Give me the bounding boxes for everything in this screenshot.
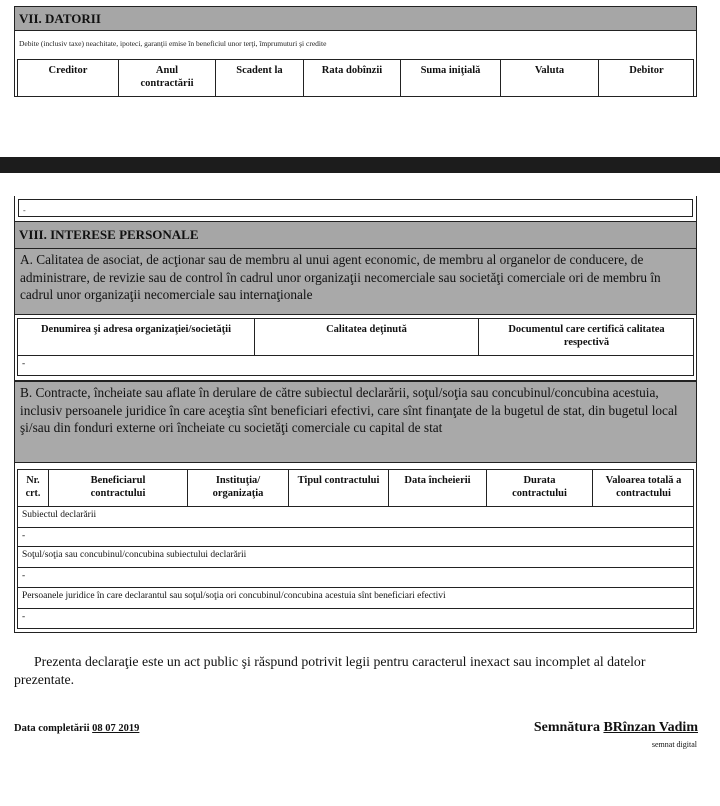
col-signing-date: Data încheierii: [388, 469, 486, 506]
col-creditor: Creditor: [17, 59, 118, 97]
part-a-text: A. Calitatea de asociat, de acţionar sau de membru al unui agent economic, de membru al organelor de conducere, de administrare, de revizie sau de control în cadrul unor organizaţii necomerciale sau societăţi comerciale ori de membru în cadrul unor organizaţii necomerciale sau internaţionale: [20, 252, 661, 302]
col-institution: Instituţia/ organizaţia: [187, 469, 288, 506]
col-initial-amount: Suma iniţială: [400, 59, 500, 97]
col-number: Nr. crt.: [17, 469, 48, 506]
col-total-value: Valoarea totală a contractului: [592, 469, 694, 506]
col-due-date: Scadent la: [215, 59, 303, 97]
col-duration: Durata contractului: [486, 469, 592, 506]
section-7-subtitle: Debite (inclusiv taxe) neachitate, ipoteci, garanţii emise în beneficiul unor terţi, împrumuturi şi credite: [19, 39, 327, 48]
col-position-held: Calitatea deţinută: [254, 318, 478, 355]
col-currency: Valuta: [500, 59, 598, 97]
col-contract-type: Tipul contractului: [288, 469, 388, 506]
group-row-declarant: [17, 506, 694, 527]
group-empty-dash: -: [22, 531, 26, 541]
group-label-legal-entities: Persoanele juridice în care declarantul sau soţul/soţia ori concubinul/concubina acestuia sînt beneficiari efectivi: [22, 591, 446, 601]
section-7-header: [14, 6, 697, 31]
date-label: Data completării: [14, 723, 90, 734]
part-b-text: B. Contracte, încheiate sau aflate în derulare de către subiectul declarării, soţul/soţia sau concubinul/concubina acestuia, inclusiv persoanele juridice în care aceştia sînt beneficiari efectivi, care sînt finanţate de la bugetul de stat, din bugetul local şi/sau din fonduri externe ori încheiate cu societăţi comerciale cu capital de stat: [20, 385, 678, 435]
previous-table-empty-row: [14, 196, 697, 222]
section-8-header: [14, 222, 697, 249]
signature-label: Semnătura: [533, 720, 600, 735]
part-b-description: [14, 381, 697, 463]
group-row-legal-entities: [17, 587, 694, 608]
col-organization: Denumirea şi adresa organizaţiei/societăţii: [17, 318, 254, 355]
empty-row-dash: -: [23, 206, 26, 215]
signature-note: semnat digital: [651, 740, 697, 749]
part-a-table: [17, 318, 694, 376]
group-label-declarant: Subiectul declarării: [22, 510, 97, 520]
section-7-title: VII. DATORII: [19, 10, 101, 26]
part-b-table: [17, 469, 694, 629]
statement-text: Prezenta declaraţie este un act public şi răspund potrivit legii pentru caracterul inexact sau incomplet al datelor prezentate.: [14, 654, 646, 687]
part-a-description: [14, 249, 697, 315]
signature-name: BRînzan Vadim: [603, 720, 698, 735]
group-empty-legal-entities: [17, 608, 694, 629]
part-a-empty-dash: -: [22, 359, 26, 369]
date-value: 08 07 2019: [92, 723, 140, 734]
col-debtor: Debitor: [598, 59, 694, 97]
col-certifying-document: Documentul care certifică calitatea respectivă: [478, 318, 694, 355]
completion-date: [14, 723, 139, 734]
page-separator-bar: [0, 157, 720, 173]
group-empty-spouse: [17, 567, 694, 587]
signature-block: [470, 720, 698, 736]
group-row-spouse: [17, 546, 694, 567]
section-8-title: VIII. INTERESE PERSONALE: [19, 227, 199, 242]
col-beneficiary: Beneficiarul contractului: [48, 469, 187, 506]
group-empty-declarant: [17, 527, 694, 546]
col-interest-rate: Rata dobînzii: [303, 59, 400, 97]
part-a-empty-row: [17, 355, 694, 376]
group-empty-dash: -: [22, 571, 26, 581]
public-act-statement: [14, 653, 704, 689]
group-label-spouse: Soţul/soţia sau concubinul/concubina subiectului declarării: [22, 550, 247, 560]
group-empty-dash: -: [22, 612, 26, 622]
debts-table: [17, 59, 694, 97]
col-contract-year: Anul contractării: [118, 59, 215, 97]
